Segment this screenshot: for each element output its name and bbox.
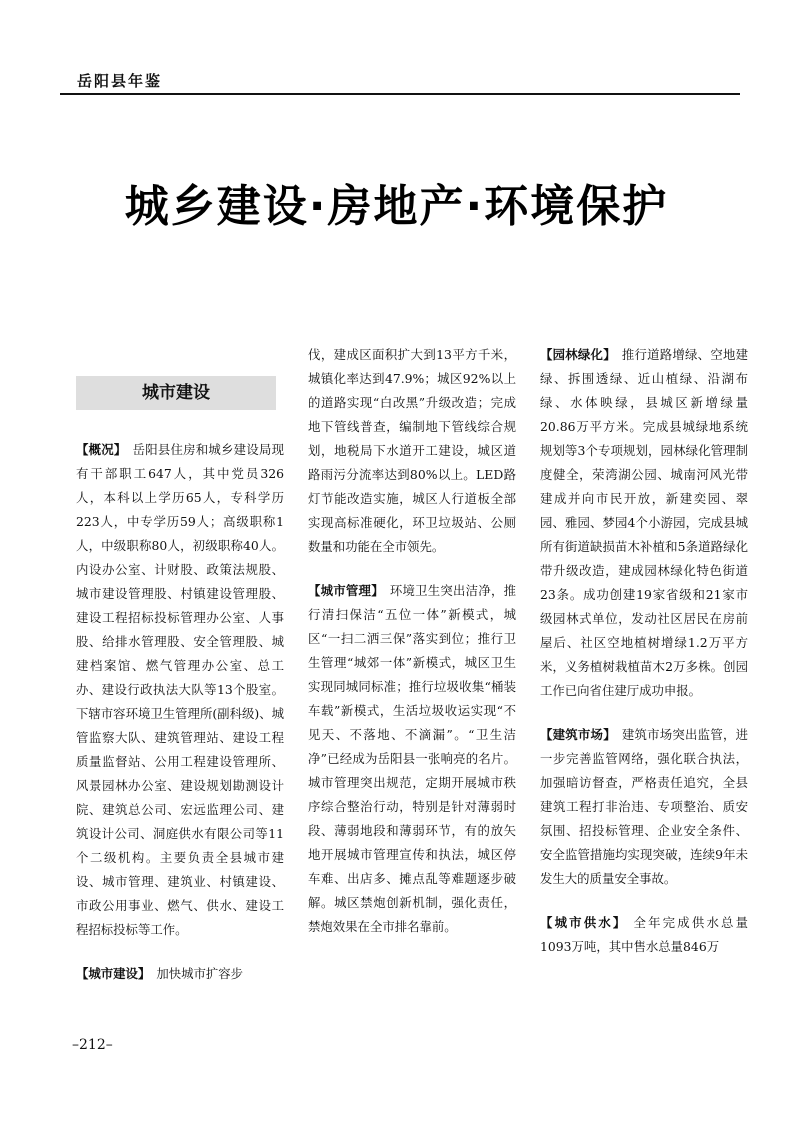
paragraph-urban-construction-continued [308, 343, 516, 559]
keyword-water-supply: 【城市供水】 [540, 915, 628, 930]
keyword-urban-construction: 【城市建设】 [76, 966, 151, 981]
column-middle [308, 343, 516, 959]
column-left [76, 376, 284, 1006]
paragraph-overview [76, 438, 284, 942]
column-right [540, 343, 748, 979]
keyword-urban-management: 【城市管理】 [308, 583, 384, 598]
header-rule [60, 93, 740, 95]
text-landscaping: 推行道路增绿、空地建绿、拆围透绿、近山植绿、沿湖布绿、水体映绿，县城区新增绿量20.86万平方米。完成县城绿地系统规划等3个专项规划，园林绿化管理制度健全，荣湾湖公园、城南河风光带建成并向市民开放，新建奕园、翠园、雅园、梦园4个小游园，完成县城所有街道缺损苗木补植和5条道路绿化带升级改造，建成园林绿化特色街道23条。成功创建19家省级和21家市级园林式单位，发动社区居民在房前屋后、社区空地植树增绿1.2万平方米，义务植树栽植苗木2万多株。创园工作已向省住建厅成功申报。 [540, 347, 748, 698]
paragraph-urban-management [308, 579, 516, 939]
text-urban-construction-start: 加快城市扩容步 [156, 966, 244, 981]
paragraph-water-supply [540, 911, 748, 959]
page-number: –212– [72, 1037, 113, 1053]
text-overview: 岳阳县住房和城乡建设局现有干部职工647人，其中党员326人，本科以上学历65人，专科学历223人，中专学历59人；高级职称1人，中级职称80人，初级职称40人。内设办公室、计财股、政策法规股、城市建设管理股、村镇建设管理股、建设工程招标投标管理办公室、人事股、给排水管理股、安全管理股、城建档案馆、燃气管理办公室、总工办、建设行政执法大队等13个股室。下辖市容环境卫生管理所(副科级)、城管监察大队、建筑管理站、建设工程质量监督站、公用工程建设管理所、风景园林办公室、建设规划勘测设计院、建筑总公司、宏远监理公司、建筑设计公司、洞庭供水有限公司等11个二级机构。主要负责全县城市建设、城市管理、建筑业、村镇建设、市政公用事业、燃气、供水、建设工程招标投标等工作。 [76, 442, 284, 937]
paragraph-urban-construction-start [76, 962, 284, 986]
text-urban-management: 环境卫生突出洁净，推行清扫保洁“五位一体”新模式，城区“一扫二洒三保”落实到位；推行卫生管理“城郊一体”新模式，城区卫生实现同城同标准；推行垃圾收集“桶装车载”新模式，生活垃圾收运实现“不见天、不落地、不滴漏”。“卫生洁净”已经成为岳阳县一张响亮的名片。城市管理突出规范，定期开展城市秩序综合整治行动，特别是针对薄弱时段、薄弱地段和薄弱环节，有的放矢地开展城市管理宣传和执法，城区停车难、出店多、摊点乱等难题逐步破解。城区禁炮创新机制，强化责任，禁炮效果在全市排名靠前。 [308, 583, 516, 934]
running-head-book-title: 岳阳县年鉴 [77, 72, 163, 90]
section-heading: 城市建设 [76, 376, 276, 410]
text-water-supply: 全年完成供水总量1093万吨，其中售水总量846万 [540, 915, 749, 954]
keyword-construction-market: 【建筑市场】 [540, 727, 616, 742]
paragraph-construction-market [540, 723, 748, 891]
chapter-title: 城乡建设·房地产·环境保护 [124, 181, 669, 232]
text-urban-construction-continued: 伐，建成区面积扩大到13平方千米，城镇化率达到47.9%；城区92%以上的道路实现“白改黑”升级改造；完成地下管线普查，编制地下管线综合规划，地税局下水道开工建设，城区道路雨污分流率达到80%以上。LED路灯节能改造实施，城区人行道板全部实现高标准硬化，环卫垃圾站、公厕数量和功能在全市领先。 [308, 347, 516, 554]
keyword-overview: 【概况】 [76, 442, 127, 457]
paragraph-landscaping [540, 343, 748, 703]
text-construction-market: 建筑市场突出监管，进一步完善监管网络，强化联合执法，加强暗访督查，严格责任追究，全县建筑工程打非治违、专项整治、质安氛围、招投标管理、企业安全条件、安全监管措施均实现突破，连续9年未发生大的质量安全事故。 [540, 727, 748, 886]
keyword-landscaping: 【园林绿化】 [540, 347, 616, 362]
